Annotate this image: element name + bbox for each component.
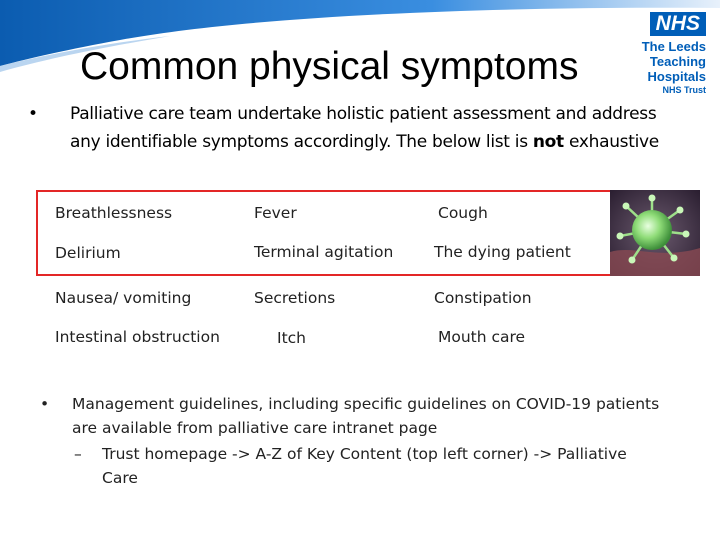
intro-text-end: exhaustive [563,132,659,152]
logo-line-3: NHS Trust [662,85,706,95]
symptom-nausea: Nausea/ vomiting [55,289,192,307]
nhs-badge: NHS [650,12,706,36]
symptom-secretions: Secretions [254,289,336,307]
virus-icon [610,190,700,276]
bullet-dot: • [40,395,50,413]
logo-line-1: The Leeds [641,39,706,54]
symptom-breathlessness: Breathlessness [55,204,173,222]
intro-text-bold: not [532,132,564,152]
page-title: Common physical symptoms [80,45,579,88]
symptom-itch: Itch [277,329,306,347]
symptom-intestinal-obstruction: Intestinal obstruction [55,328,220,346]
symptom-cough: Cough [438,204,488,222]
symptom-fever: Fever [254,204,297,222]
intro-text [70,100,690,156]
bullet-dot: • [28,104,38,124]
intro-text-start: Palliative care team undertake holistic patient assessment and address any identifiable symptoms accordingly. The below list is [70,104,657,152]
logo-line-2: Teaching Hospitals [647,54,706,84]
symptom-mouth-care: Mouth care [438,328,526,346]
guidelines-path-text: Trust homepage -> A-Z of Key Content (top left corner) -> Palliative Care [102,445,627,487]
nhs-logo [614,12,706,96]
guidelines-text: Management guidelines, including specific guidelines on COVID-19 patients are available from palliative care intranet page [72,395,660,437]
symptom-terminal-agitation: Terminal agitation [254,243,394,261]
symptom-dying-patient: The dying patient [434,243,571,261]
symptom-delirium: Delirium [55,244,121,262]
symptom-constipation: Constipation [434,289,532,307]
sub-dash: – [74,445,82,463]
